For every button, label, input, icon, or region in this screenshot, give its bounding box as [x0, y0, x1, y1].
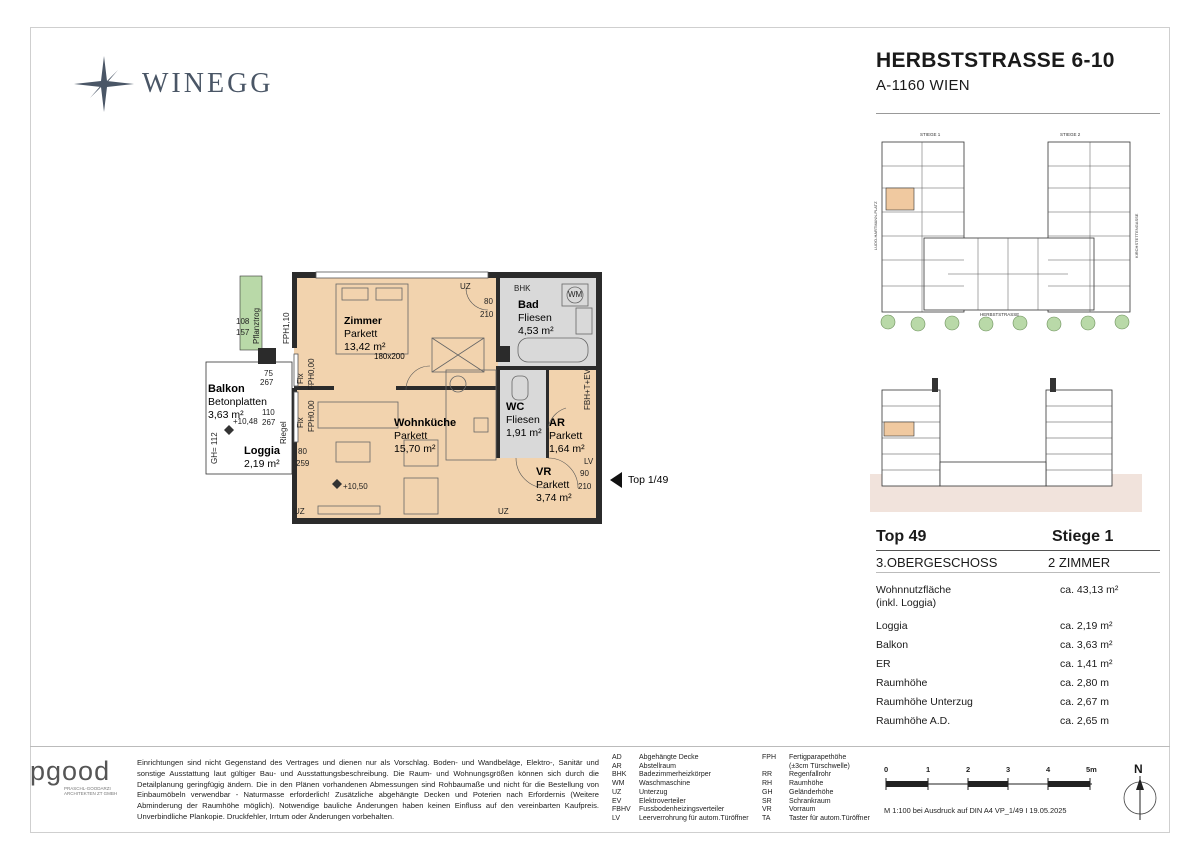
room-name: Zimmer — [344, 315, 382, 327]
label-gh: GH= 112 — [210, 432, 219, 464]
legend-row — [612, 754, 757, 763]
scale-tick-label: 5m — [1086, 765, 1097, 774]
room-floor: Parkett — [344, 328, 378, 340]
room-name: Bad — [518, 299, 539, 311]
site-label: LUDO-HARTMANN-PLATZ — [873, 201, 878, 250]
spec-value: ca. 2,65 m — [1060, 715, 1110, 727]
dim: 75 — [264, 369, 273, 378]
legend-abbr: UZ — [612, 788, 622, 796]
dim: 110 — [262, 408, 275, 417]
divider — [876, 113, 1160, 114]
label-fix: Fix — [296, 373, 305, 384]
spec-value: ca. 2,67 m — [1060, 696, 1110, 708]
room-area: 13,42 m² — [344, 341, 386, 353]
legend-text: Abgehängte Decke — [639, 754, 699, 761]
legend-row — [612, 789, 757, 798]
legend-text: Raumhöhe — [789, 780, 824, 788]
site-label: STIEGE 1 — [920, 132, 941, 137]
star-compass-icon — [74, 56, 134, 112]
legend-row — [612, 815, 757, 824]
legend-abbr: LV — [612, 814, 621, 822]
legend-text: Fertigparapethöhe — [789, 754, 847, 761]
label-fix: Fix — [296, 417, 305, 428]
abbreviation-legend — [762, 754, 877, 824]
site-label: HERBSTSTRASSE — [980, 312, 1020, 317]
page-subtitle: A-1160 WIEN — [876, 77, 970, 94]
legend-abbr: BHK — [612, 771, 627, 779]
entrance-label: Top 1/49 — [628, 474, 669, 486]
room-area: 1,91 m² — [506, 427, 542, 439]
unit-highlight — [886, 188, 914, 210]
pgood-subtitle: PRASCHL-GOODARZI ARCHITEKTEN ZT GMBH — [64, 786, 118, 796]
legend-text: Elektroverteiler — [639, 797, 686, 805]
unit-stiege: Stiege 1 — [1052, 528, 1114, 545]
legend-abbr: VR — [762, 806, 772, 814]
spec-value: ca. 2,80 m — [1060, 677, 1110, 689]
divider — [30, 746, 1170, 747]
dim: 267 — [262, 418, 276, 427]
legend-row — [612, 780, 757, 789]
level: +10,48 — [233, 417, 258, 426]
room-area: 3,74 m² — [536, 492, 572, 504]
room-name: WC — [506, 401, 525, 413]
floor-plan — [196, 268, 686, 530]
room-name: Loggia — [244, 445, 281, 457]
north-arrow-icon — [1122, 776, 1158, 820]
spec-value: ca. 1,41 m² — [1060, 658, 1113, 670]
dim: 80 — [298, 447, 307, 456]
spec-label: Loggia — [876, 620, 908, 632]
dim: 210 — [480, 310, 494, 319]
legend-row — [762, 815, 877, 824]
dim: 80 — [484, 297, 493, 306]
label-fph0: FPH0,00 — [307, 358, 316, 390]
spec-label: Balkon — [876, 639, 909, 651]
legend-text: Regenfallrohr — [789, 771, 832, 779]
scale-tick-label: 2 — [966, 765, 971, 774]
scale-text: M 1:100 bei Ausdruck auf DIN A4 VP_1/49 I 19.05.2025 — [884, 806, 1067, 815]
scale-tick-label: 3 — [1006, 765, 1011, 774]
legend-text: Leerverrohrung für autom.Türöffner — [639, 814, 749, 822]
legend-text: Unterzug — [639, 788, 668, 796]
spec-label: ER — [876, 658, 891, 670]
room-floor: Fliesen — [506, 414, 540, 426]
legend-abbr: AD — [612, 754, 622, 761]
legend-abbr: FBHV — [612, 806, 631, 814]
legend-abbr: GH — [762, 788, 773, 796]
label-uz: UZ — [460, 282, 471, 291]
pgood-logo: pgood — [30, 756, 111, 786]
legend-abbr: RR — [762, 771, 773, 779]
room-area: 2,19 m² — [244, 458, 280, 470]
legend-abbr: RH — [762, 780, 773, 788]
spec-label: Raumhöhe A.D. — [876, 715, 951, 727]
level: +10,50 — [343, 482, 368, 491]
legend-text: (±3cm Türschwelle) — [789, 762, 850, 770]
legend-abbr: WM — [612, 780, 625, 788]
room-area: 1,64 m² — [549, 443, 585, 455]
legend-abbr: EV — [612, 797, 622, 805]
abbreviation-legend — [612, 754, 757, 824]
page-title: HERBSTSTRASSE 6-10 — [876, 49, 1115, 72]
site-label: KIRCHSTETTENGASSE — [1134, 213, 1139, 258]
spec-label-sub: (inkl. Loggia) — [876, 597, 937, 609]
spec-label: Raumhöhe Unterzug — [876, 696, 973, 708]
legend-row — [612, 806, 757, 815]
room-name: VR — [536, 466, 552, 478]
label-riegel: Riegel — [279, 421, 288, 444]
scale-tick-label: 1 — [926, 765, 931, 774]
label-wm: WM — [568, 290, 583, 299]
legend-row — [762, 789, 877, 798]
label-uz: UZ — [294, 507, 305, 516]
legend-abbr — [762, 763, 789, 772]
room-area: 4,53 m² — [518, 325, 554, 337]
room-floor: Betonplatten — [208, 396, 267, 408]
spec-row — [876, 584, 1119, 610]
legend-row — [762, 798, 877, 807]
label-pflanztrog: Pflanztrog — [252, 307, 261, 344]
legend-text: Fussbodenheizingsverteiler — [639, 806, 725, 814]
bed-size: 180x200 — [374, 352, 405, 361]
legend-row — [762, 763, 877, 772]
spec-label: Wohnnutzfläche — [876, 584, 952, 596]
scale-tick-label: 0 — [884, 765, 889, 774]
spec-label: Raumhöhe — [876, 677, 928, 689]
room-name: Balkon — [208, 383, 245, 395]
dim: 210 — [578, 482, 592, 491]
label-uz: UZ — [498, 507, 509, 516]
room-floor: Parkett — [536, 479, 570, 491]
legend-row — [612, 798, 757, 807]
legend-row — [762, 771, 877, 780]
room-area: 15,70 m² — [394, 443, 436, 455]
dim: 108 — [236, 317, 250, 326]
room-name: Wohnküche — [394, 417, 457, 429]
brand-logo: WINEGG — [142, 68, 274, 99]
dim: 157 — [236, 328, 250, 337]
section-highlight — [884, 422, 914, 436]
building-section — [870, 376, 1142, 512]
dim: 90 — [580, 469, 589, 478]
legend-text: Taster für autom.Türöffner — [789, 814, 870, 822]
disclaimer-text: Einrichtungen sind nicht Gegenstand des Vertrages und dienen nur als Vorschlag. Boden- und Wandbeläge, Elektro-, Sanitär und sonstige Ausstattung laut gültiger Bau- und Ausstattungsbeschreibung. Die Raum- und Wohnungsgrößen können sich durch die Detailplanung geringfügig ändern. Die in den Plänen vorhandenen Abmessungen sind Rohbaumaße und nicht für die Bestellung von Einbaumöbeln verwendbar - Naturmasse erforderlich! Zusätzliche abgehängte Decken und Poterien nach Erfordernis (Weitere Abminderung der Raumhöhe möglich). Notwendige bauliche Änderungen haben keinen Einfluss auf den vereinbarten Kaufpreis. Unverbindliche Plankopie. Druckfehler, Irrtum oder Änderungen vorbehalten. — [137, 758, 599, 821]
spec-value: ca. 2,19 m² — [1060, 620, 1113, 632]
room-floor: Fliesen — [518, 312, 552, 324]
legend-row — [612, 771, 757, 780]
legend-abbr: TA — [762, 814, 771, 822]
legend-text: Schrankraum — [789, 797, 831, 805]
legend-row — [612, 763, 757, 772]
room-fill — [294, 276, 498, 522]
legend-abbr: FPH — [762, 754, 776, 761]
room-area: 3,63 m² — [208, 409, 244, 421]
label-fph110: FPH1,10 — [282, 312, 291, 344]
legend-text: Vorraum — [789, 806, 816, 814]
label-bhk: BHK — [514, 284, 531, 293]
legend-abbr: SR — [762, 797, 772, 805]
scale-bar — [880, 762, 1110, 796]
room-floor: Parkett — [549, 430, 583, 442]
legend-text: Abstellraum — [639, 762, 676, 770]
legend-row — [762, 754, 877, 763]
legend-text: Geländerhöhe — [789, 788, 834, 796]
divider — [876, 572, 1160, 573]
legend-row — [762, 780, 877, 789]
label-fph0: FPH0,00 — [307, 400, 316, 432]
site-label: STIEGE 2 — [1060, 132, 1081, 137]
legend-text: Badezimmerheizkörper — [639, 771, 711, 779]
legend-row — [762, 806, 877, 815]
legend-text: Waschmaschine — [639, 780, 691, 788]
north-label: N — [1134, 762, 1143, 776]
site-plan — [868, 128, 1148, 336]
spec-value: ca. 43,13 m² — [1060, 584, 1119, 596]
dim: 259 — [296, 459, 310, 468]
entrance-arrow-icon — [610, 472, 622, 488]
spec-value: ca. 3,63 m² — [1060, 639, 1113, 651]
unit-top: Top 49 — [876, 528, 927, 545]
legend-abbr: AR — [612, 762, 622, 770]
scale-tick-label: 4 — [1046, 765, 1051, 774]
unit-floor: 3.OBERGESCHOSS — [876, 555, 998, 570]
room-floor: Parkett — [394, 430, 428, 442]
divider — [876, 550, 1160, 551]
label-fbh: FBH+T+EV — [583, 369, 592, 410]
unit-rooms: 2 ZIMMER — [1048, 555, 1111, 570]
trees — [881, 315, 1129, 331]
dim: 267 — [260, 378, 274, 387]
room-name: AR — [549, 417, 565, 429]
label-lv: LV — [584, 457, 594, 466]
